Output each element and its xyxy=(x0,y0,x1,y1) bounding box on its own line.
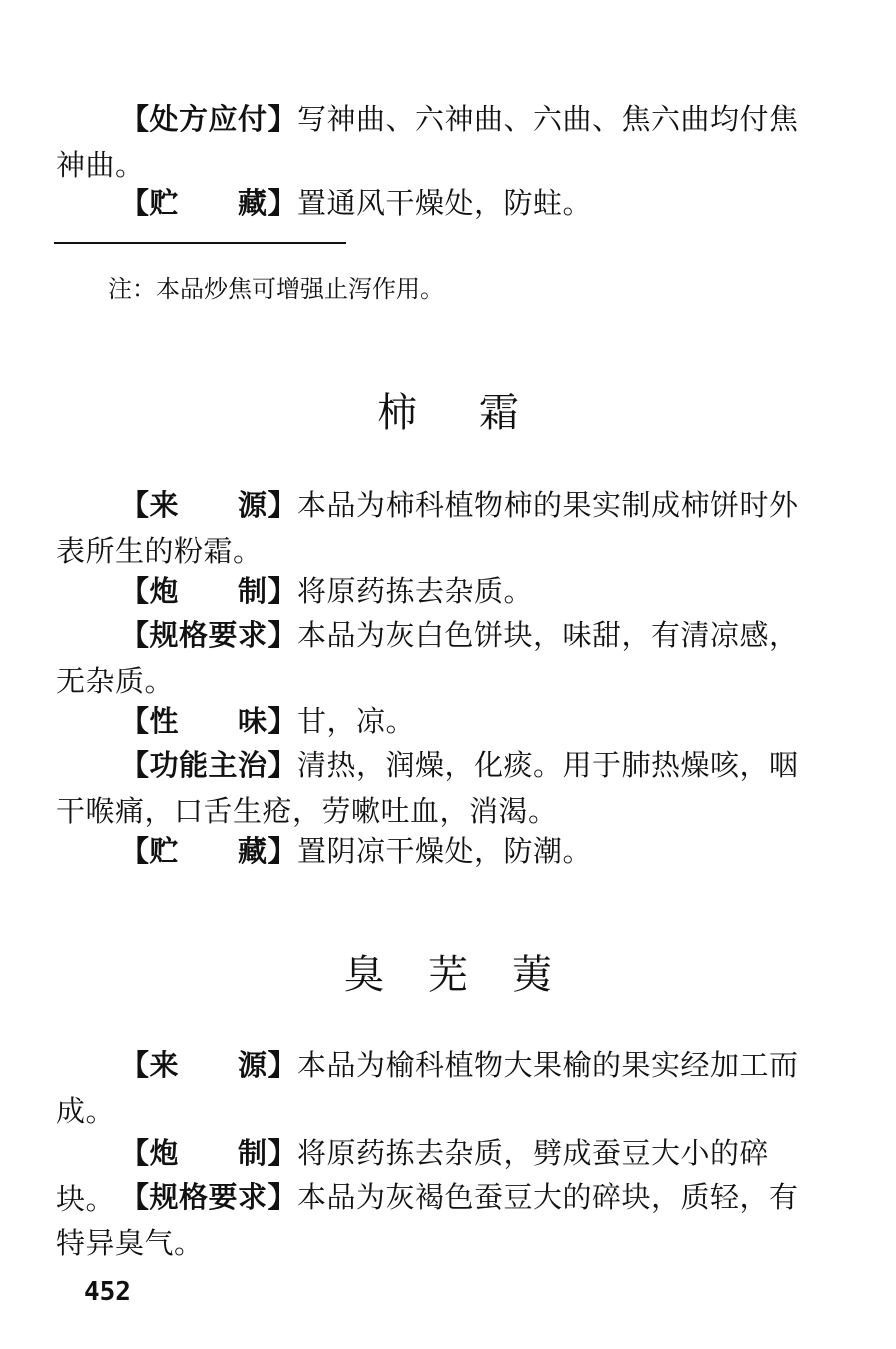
spec-text: 本品为灰褐色蚕豆大的碎块，质轻，有特异臭气。 xyxy=(56,1180,799,1260)
shishuang-source xyxy=(56,482,812,574)
source-text: 本品为榆科植物大果榆的果实经加工而成。 xyxy=(56,1048,799,1128)
entry-title-chouwuyi xyxy=(0,950,896,1000)
source-tag: 【来 源】 xyxy=(120,1048,298,1082)
processing-tag: 【炮 制】 xyxy=(120,1136,298,1170)
processing-text: 将原药拣去杂质。 xyxy=(297,574,534,608)
spec-tag: 【规格要求】 xyxy=(120,618,298,652)
footnote: 注：本品炒焦可增强止泻作用。 xyxy=(108,275,444,303)
prescription-paragraph xyxy=(56,96,812,188)
entry-title-shishuang xyxy=(0,388,896,438)
storage-text: 置通风干燥处，防蛀。 xyxy=(297,186,593,220)
function-tag: 【功能主治】 xyxy=(120,748,298,782)
shishuang-processing xyxy=(56,568,812,614)
prescription-text: 写神曲、六神曲、六曲、焦六曲均付焦神曲。 xyxy=(56,102,799,182)
nature-tag: 【性 味】 xyxy=(120,704,298,738)
title-char: 柿 xyxy=(377,390,417,436)
title-char: 臭 xyxy=(344,952,384,998)
spec-text: 本品为灰白色饼块，味甜，有清凉感，无杂质。 xyxy=(56,618,799,698)
footnote-divider xyxy=(54,242,346,244)
title-char: 芜 xyxy=(428,952,468,998)
spec-tag: 【规格要求】 xyxy=(120,1180,298,1214)
shishuang-nature xyxy=(56,698,812,744)
nature-text: 甘，凉。 xyxy=(297,704,416,738)
page-number: 452 xyxy=(84,1277,131,1307)
function-text: 清热，润燥，化痰。用于肺热燥咳，咽干喉痛，口舌生疮，劳嗽吐血，消渴。 xyxy=(56,748,799,828)
chouwuyi-spec xyxy=(56,1174,812,1266)
source-tag: 【来 源】 xyxy=(120,488,298,522)
shishuang-storage xyxy=(56,828,812,874)
processing-tag: 【炮 制】 xyxy=(120,574,298,608)
storage-tag: 【贮 藏】 xyxy=(120,186,298,220)
storage-text: 置阴凉干燥处，防潮。 xyxy=(297,834,593,868)
storage-paragraph xyxy=(56,180,812,226)
shishuang-function xyxy=(56,742,812,834)
shishuang-spec xyxy=(56,612,812,704)
title-char: 荑 xyxy=(512,952,552,998)
title-char: 霜 xyxy=(479,390,519,436)
processing-text: 将原药拣去杂质，劈成蚕豆大小的碎块。 xyxy=(56,1136,770,1216)
source-text: 本品为柿科植物柿的果实制成柿饼时外表所生的粉霜。 xyxy=(56,488,799,568)
chouwuyi-source xyxy=(56,1042,812,1134)
prescription-tag: 【处方应付】 xyxy=(120,102,298,136)
storage-tag: 【贮 藏】 xyxy=(120,834,298,868)
